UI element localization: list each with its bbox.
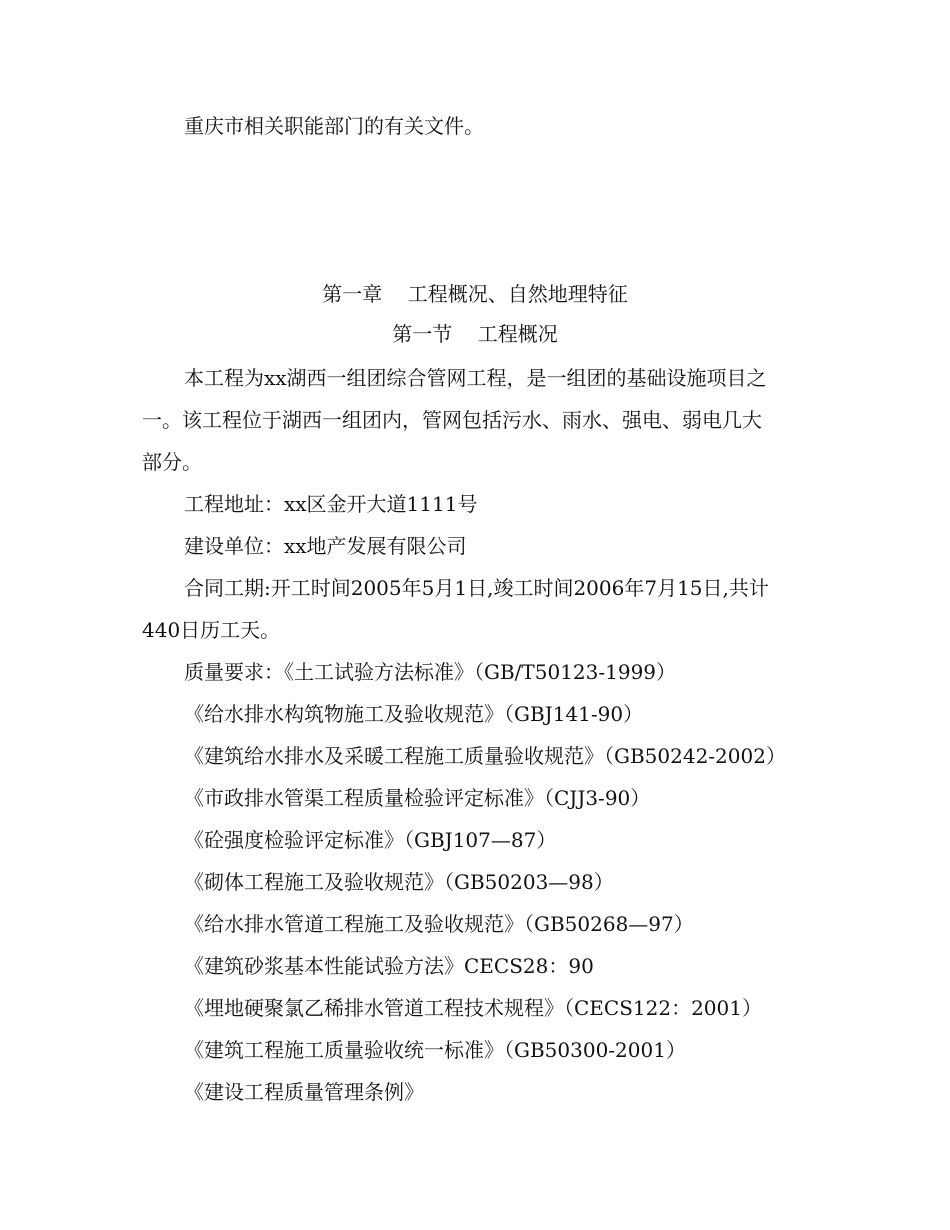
overview-line-1: 本工程为xx湖西一组团综合管网工程，是一组团的基础设施项目之 [184,366,767,390]
schedule-line-1: 合同工期:开工时间2005年5月1日,竣工时间2006年7月15日,共计 [184,576,769,600]
construction-unit: 建设单位：xx地产发展有限公司 [184,534,467,558]
standard-item: 《砌体工程施工及验收规范》（GB50203—98） [184,870,614,894]
overview-line-2: 一。该工程位于湖西一组团内，管网包括污水、雨水、强电、弱电几大 [142,408,762,432]
schedule-line-2: 440日历工天。 [142,618,281,642]
standard-item: 《建筑工程施工质量验收统一标准》（GB50300-2001） [184,1038,686,1062]
standard-item: 《建筑砂浆基本性能试验方法》CECS28：90 [184,954,594,978]
chapter-title: 第一章 工程概况、自然地理特征 [322,282,628,306]
standard-item: 《给水排水构筑物施工及验收规范》（GBJ141-90） [184,702,644,726]
standard-item: 《建设工程质量管理条例》 [184,1080,424,1104]
standard-item: 《市政排水管渠工程质量检验评定标准》（CJJ3-90） [184,786,651,810]
overview-line-3: 部分。 [142,450,202,474]
standard-item: 《给水排水管道工程施工及验收规范》（GB50268—97） [184,912,694,936]
section-title: 第一节 工程概况 [392,322,558,346]
standard-item: 《砼强度检验评定标准》（GBJ107—87） [184,828,557,852]
intro-line: 重庆市相关职能部门的有关文件。 [184,114,484,138]
quality-requirement: 质量要求：《土工试验方法标准》（GB/T50123-1999） [184,660,677,684]
project-address: 工程地址：xx区金开大道1111号 [184,492,478,516]
standard-item: 《埋地硬聚氯乙稀排水管道工程技术规程》（CECS122：2001） [184,996,762,1020]
standard-item: 《建筑给水排水及采暖工程施工质量验收规范》（GB50242-2002） [184,744,786,768]
